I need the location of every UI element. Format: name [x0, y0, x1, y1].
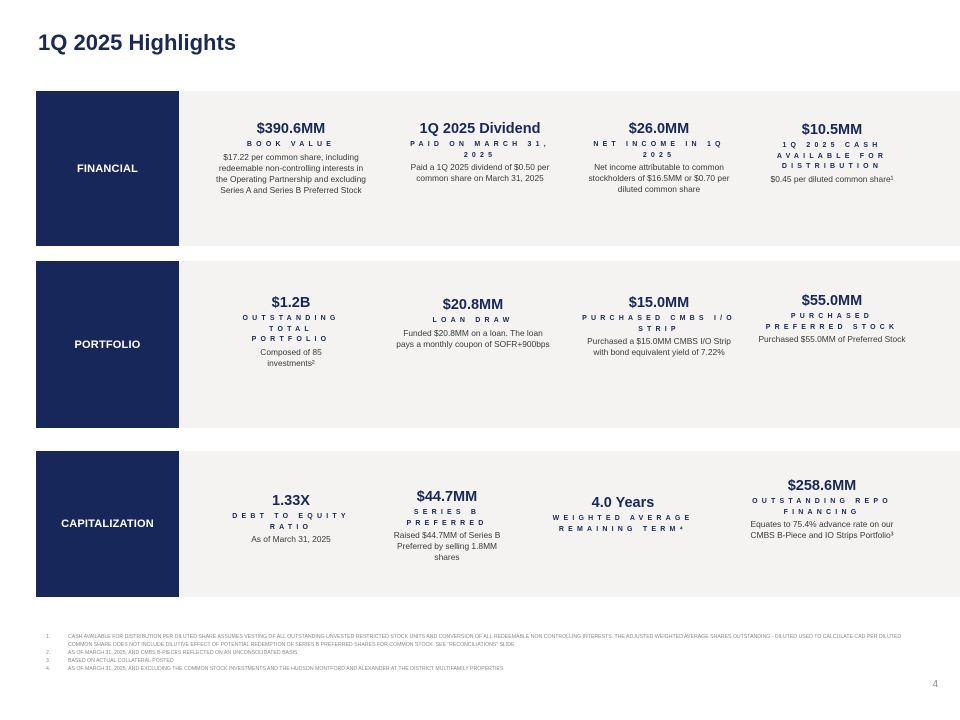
- footnote-text: AS OF MARCH 31, 2025, AND CMBS B-PIECES REFLECTED ON AN UNCONSOLIDATED BASIS: [68, 650, 298, 656]
- metric-value: 1.33X: [272, 493, 310, 509]
- cad-metric: [753, 122, 911, 185]
- metric-value: $1.2B: [271, 295, 311, 311]
- footnote-text: BASED ON ACTUAL COLLATERAL POSTED: [68, 658, 174, 664]
- metric-subtitle: OUTSTANDING TOTAL PORTFOLIO: [242, 315, 340, 343]
- footnote-number: 4.: [46, 666, 51, 672]
- metric-value: 4.0 Years: [591, 495, 655, 511]
- net-income-metric: [580, 121, 738, 195]
- portfolio-label: PORTFOLIO: [36, 261, 179, 428]
- metric-subtitle: NET INCOME IN 1Q 2025: [593, 141, 725, 159]
- metric-description: Purchased $55.0MM of Preferred Stock: [758, 334, 906, 344]
- footnote: [46, 665, 916, 673]
- metric-description: As of March 31, 2025: [251, 534, 331, 544]
- total-portfolio-metric: [212, 295, 370, 369]
- metric-description: $17.22 per common share, including redeemable non-controlling interests in the Operating Partnership and excluding Series A and Series B Preferred Stock: [216, 151, 366, 195]
- metric-subtitle: OUTSTANDING REPO FINANCING: [752, 498, 892, 516]
- financial-band: [36, 91, 960, 246]
- metric-subtitle: LOAN DRAW: [432, 317, 514, 324]
- page-title: 1Q 2025 Highlights: [38, 30, 237, 55]
- metric-subtitle: DEBT TO EQUITY RATIO: [232, 513, 350, 531]
- footnote-number: 3.: [46, 658, 51, 664]
- footnotes: [46, 633, 916, 673]
- metric-value: $10.5MM: [801, 122, 863, 138]
- capitalization-band: [36, 451, 960, 597]
- metric-subtitle: PAID ON MARCH 31, 2025: [410, 141, 550, 159]
- metric-value: $15.0MM: [628, 295, 690, 311]
- footnote-number: 1.: [46, 634, 51, 640]
- remaining-term-metric: [542, 495, 704, 535]
- cmbs-strip-metric: [580, 295, 738, 358]
- metric-description: Equates to 75.4% advance rate on our CMBS B-Piece and IO Strips Portfolio³: [750, 519, 894, 540]
- metric-subtitle: 1Q 2025 CASH AVAILABLE FOR DISTRIBUTION: [776, 142, 888, 170]
- metric-subtitle: SERIES B PREFERRED: [406, 509, 488, 527]
- metric-description: Composed of 85 investments²: [260, 346, 322, 368]
- metric-subtitle: PURCHASED CMBS I/O STRIP: [582, 315, 736, 333]
- footnote-text: CASH AVAILABLE FOR DISTRIBUTION PER DILUTED SHARE ASSUMES VESTING OF ALL OUTSTANDING UNVESTED RESTRICTED STOCK UNITS AND CONVERSION OF ALL REDEEMABLE NON CONTROLLING INTERESTS. THE ADJUSTED WEIGHTED AVERAGE SHARES OUTSTANDING - DILUTED USED TO CALCULATE CAD PER DILUTED COMMON SHARE DOES NOT INCLUDE DILUTIVE EFFECT OF POTENTIAL REDEMPTION OF SERIES B PREFERRED SHARES FOR COMMON STOCK. SEE “RECONCILIATIONS” SLIDE: [68, 634, 902, 648]
- metric-value: $258.6MM: [787, 478, 857, 494]
- metric-value: $26.0MM: [628, 121, 690, 137]
- metric-value: $44.7MM: [416, 489, 478, 505]
- metric-description: $0.45 per diluted common share¹: [770, 173, 894, 184]
- metric-description: Paid a 1Q 2025 dividend of $0.50 per common share on March 31, 2025: [410, 162, 550, 183]
- dividend-metric: [401, 121, 559, 184]
- book-value-metric: [212, 121, 370, 196]
- metric-description: Purchased a $15.0MM CMBS I/O Strip with bond equivalent yield of 7.22%: [587, 336, 731, 357]
- repo-financing-metric: [736, 478, 908, 541]
- metric-subtitle: PURCHASED PREFERRED STOCK: [765, 313, 899, 331]
- metric-description: Funded $20.8MM on a loan. The loan pays a monthly coupon of SOFR+900bps: [396, 327, 550, 349]
- metric-value: 1Q 2025 Dividend: [419, 121, 541, 137]
- footnote-number: 2.: [46, 650, 51, 656]
- preferred-stock-metric: [753, 293, 911, 345]
- metric-value: $55.0MM: [801, 293, 863, 309]
- financial-label: FINANCIAL: [36, 91, 179, 246]
- portfolio-band: [36, 261, 960, 428]
- capitalization-label: CAPITALIZATION: [36, 451, 179, 597]
- metric-subtitle: BOOK VALUE: [246, 141, 336, 148]
- debt-equity-metric: [212, 493, 370, 545]
- footnote: [46, 649, 916, 657]
- metric-subtitle: WEIGHTED AVERAGE REMAINING TERM⁴: [552, 515, 694, 533]
- loan-draw-metric: [394, 297, 552, 350]
- series-b-metric: [368, 489, 526, 563]
- metric-description: Raised $44.7MM of Series B Preferred by selling 1.8MM shares: [393, 530, 501, 562]
- footnote-text: AS OF MARCH 31, 2025, AND EXCLUDING THE COMMON STOCK INVESTMENTS AND THE HUDSON MONTFORD AND ALEXANDER AT THE DISTRICT MULTIFAMILY PROPERTIES: [68, 666, 504, 672]
- metric-description: Net income attributable to common stockholders of $16.5MM or $0.70 per diluted common share: [588, 162, 730, 194]
- page-number: 4: [932, 679, 938, 690]
- footnote: [46, 657, 916, 665]
- metric-value: $390.6MM: [256, 121, 326, 137]
- metric-value: $20.8MM: [442, 297, 504, 313]
- footnote: [46, 633, 916, 649]
